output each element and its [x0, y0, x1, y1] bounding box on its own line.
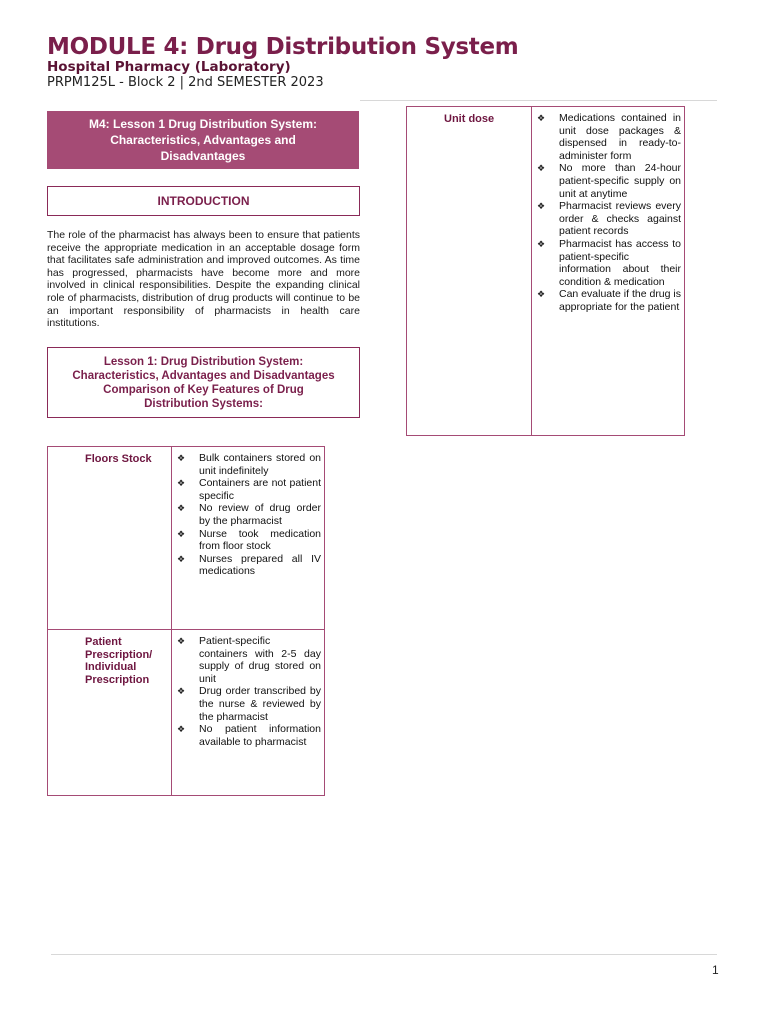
lesson-title-line: Characteristics, Advantages and [110, 133, 296, 147]
table-row [48, 630, 325, 796]
list-item: ❖ Pharmacist reviews every order & checks against patient records [559, 200, 681, 238]
module-title: MODULE 4: Drug Distribution System [47, 34, 519, 60]
lesson1-heading-line: Comparison of Key Features of Drug [103, 384, 304, 396]
lesson-title-line: Disadvantages [160, 149, 246, 163]
lesson-title-box [47, 111, 359, 169]
features-list [559, 112, 681, 314]
header-divider [360, 100, 717, 101]
system-label: Patient Prescription/ Individual Prescription [48, 630, 172, 796]
lesson1-heading-line: Characteristics, Advantages and Disadvantages [72, 370, 335, 382]
system-label: Floors Stock [48, 447, 172, 630]
list-item: ❖ Medications contained in unit dose packages & dispensed in ready-to-administer form [559, 112, 681, 162]
list-item: ❖ Can evaluate if the drug is appropriate for the patient [559, 288, 681, 313]
lesson1-heading-line: Distribution Systems: [144, 398, 263, 410]
list-item: ❖ Pharmacist has access to patient-specific information about their condition & medication [559, 238, 681, 288]
list-item: ❖ No patient information available to pharmacist [199, 723, 321, 748]
footer-divider [51, 954, 717, 955]
features-cell [172, 447, 325, 630]
lesson1-heading-box [47, 347, 360, 418]
introduction-heading: INTRODUCTION [47, 186, 360, 216]
key-features-table-left [47, 446, 325, 796]
system-label: Unit dose [407, 107, 532, 436]
list-item: ❖ Nurse took medication from floor stock [199, 528, 321, 553]
list-item: ❖ Drug order transcribed by the nurse & reviewed by the pharmacist [199, 685, 321, 723]
lesson1-heading-line: Lesson 1: Drug Distribution System: [103, 356, 304, 368]
list-item: ❖ Bulk containers stored on unit indefinitely [199, 452, 321, 477]
list-item: ❖ No more than 24-hour patient-specific supply on unit at anytime [559, 162, 681, 200]
list-item: ❖ No review of drug order by the pharmacist [199, 502, 321, 527]
features-list [199, 452, 321, 578]
features-list [199, 635, 321, 748]
course-code: PRPM125L - Block 2 | 2nd SEMESTER 2023 [47, 75, 324, 90]
course-subtitle: Hospital Pharmacy (Laboratory) [47, 59, 291, 75]
lesson-title-line: M4: Lesson 1 Drug Distribution System: [88, 117, 318, 131]
introduction-paragraph: The role of the pharmacist has always been to ensure that patients receive the appropriate medication in an acceptable dosage form that facilitates safe administration and improved outcomes. As time has progressed, pharmacists have become more and more involved in clinical responsibilities. Despite the expanding clinical role of pharmacists, distribution of drug products will continue to be an important responsibility of pharmacists in health care institutions. [47, 229, 360, 330]
key-features-table-right [406, 106, 685, 436]
list-item: ❖ Containers are not patient specific [199, 477, 321, 502]
table-row [407, 107, 685, 436]
list-item: ❖ Patient-specific containers with 2-5 day supply of drug stored on unit [199, 635, 321, 685]
table-row [48, 447, 325, 630]
list-item: ❖ Nurses prepared all IV medications [199, 553, 321, 578]
page-number: 1 [712, 963, 719, 977]
features-cell [532, 107, 685, 436]
features-cell [172, 630, 325, 796]
